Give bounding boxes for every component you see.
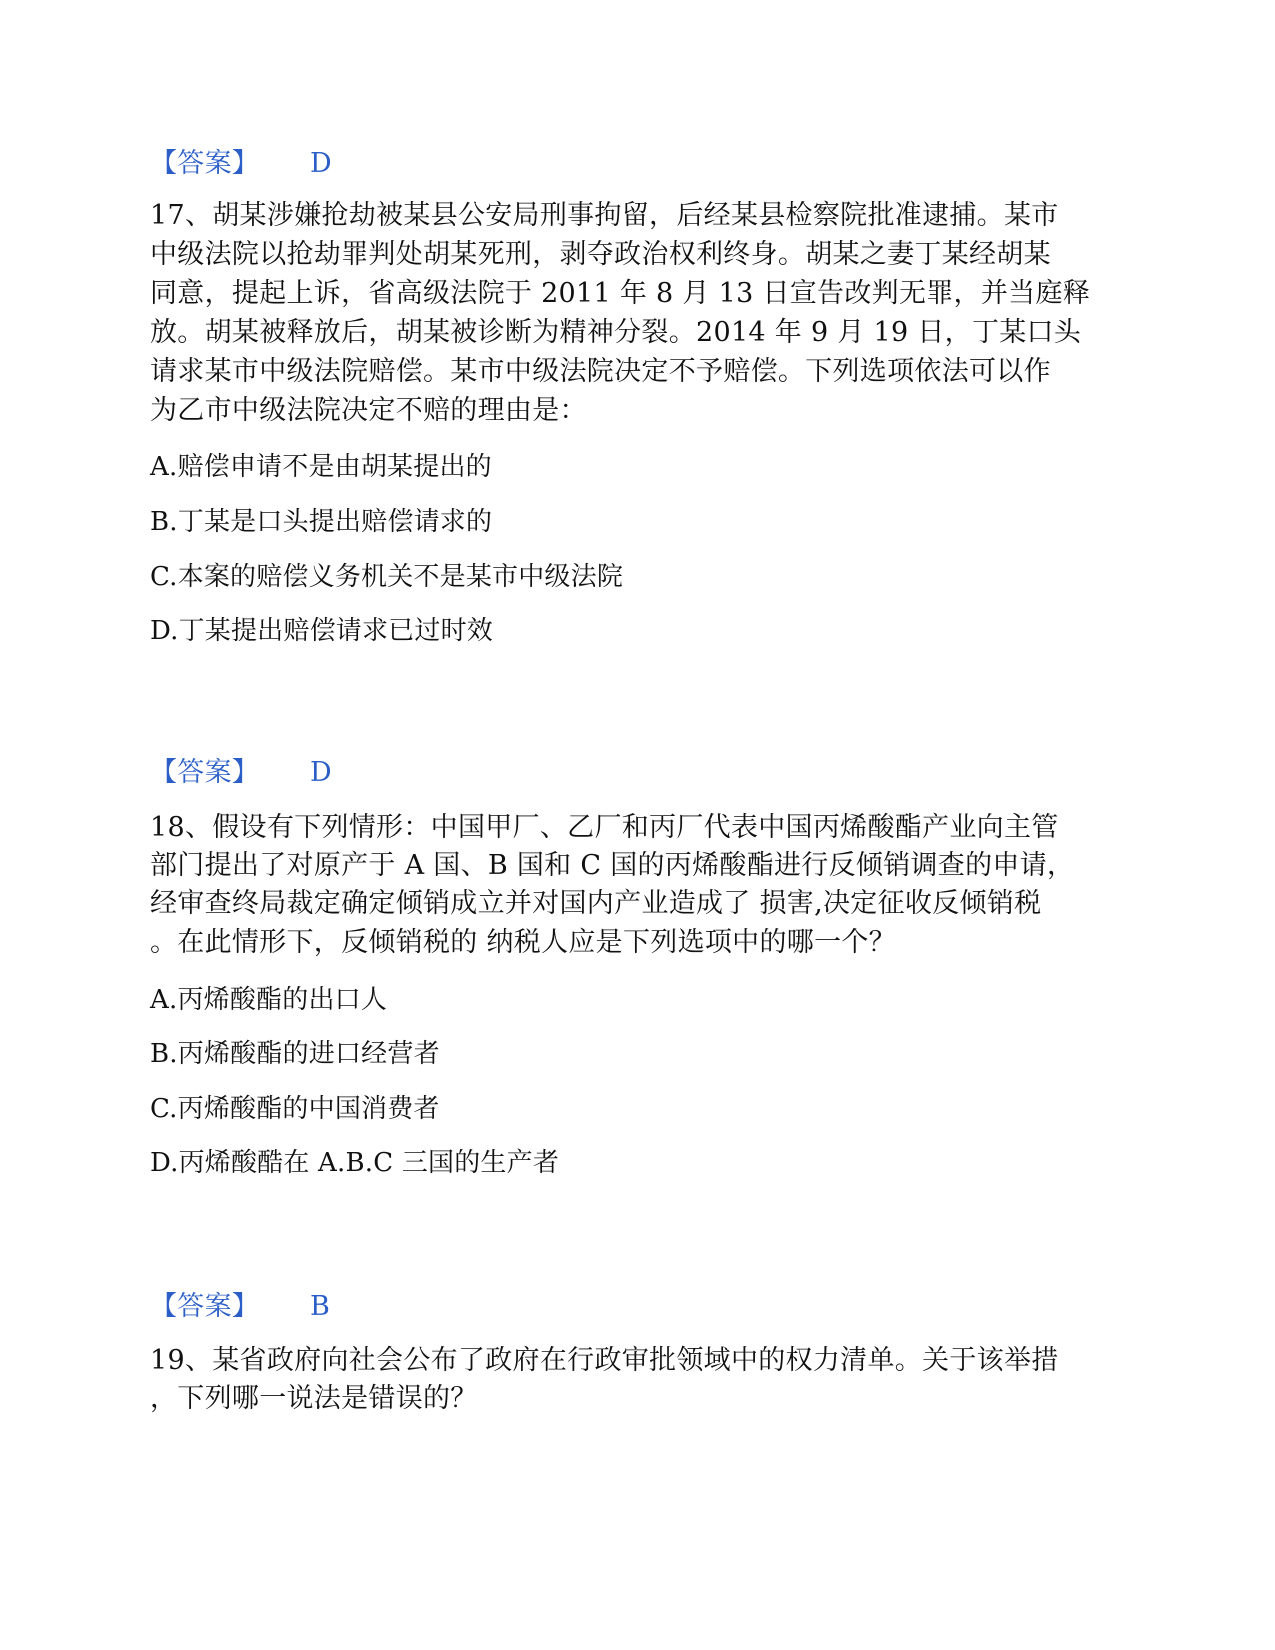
question-19-line: 19、某省政府向社会公布了政府在行政审批领域中的权力清单。关于该举措 <box>150 1345 1059 1376</box>
question-17-line: 17、胡某涉嫌抢劫被某县公安局刑事拘留，后经某县检察院批准逮捕。某市 <box>150 200 1059 231</box>
answer-value: B <box>310 1291 331 1322</box>
option-c: C.本案的赔偿义务机关不是某市中级法院 <box>150 562 624 592</box>
answer-label: 【答案】 <box>150 148 260 179</box>
question-19-line: ，下列哪一说法是错误的？ <box>150 1383 478 1414</box>
answer-row <box>150 1289 331 1325</box>
option-a: A.丙烯酸酯的出口人 <box>150 985 388 1015</box>
option-d: D.丙烯酸酷在 A.B.C 三国的生产者 <box>150 1148 560 1178</box>
question-17-line: 同意，提起上诉，省高级法院于 2011 年 8 月 13 日宣告改判无罪，并当庭释 <box>150 278 1091 309</box>
answer-value: D <box>310 148 332 179</box>
question-18-line: 。在此情形下，反倾销税的 纳税人应是下列选项中的哪一个？ <box>150 927 896 958</box>
option-d: D.丁某提出赔偿请求已过时效 <box>150 616 493 646</box>
option-c: C.丙烯酸酯的中国消费者 <box>150 1094 440 1124</box>
question-18-line: 部门提出了对原产于 A 国、B 国和 C 国的丙烯酸酯进行反倾销调查的申请， <box>150 850 1075 881</box>
question-18-line: 经审查终局裁定确定倾销成立并对国内产业造成了 损害,决定征收反倾销税 <box>150 888 1042 919</box>
option-b: B.丁某是口头提出赔偿请求的 <box>150 507 493 537</box>
answer-value: D <box>310 757 332 788</box>
question-17-line: 中级法院以抢劫罪判处胡某死刑，剥夺政治权利终身。胡某之妻丁某经胡某 <box>150 239 1051 270</box>
answer-label: 【答案】 <box>150 757 260 788</box>
question-17-line: 放。胡某被释放后，胡某被诊断为精神分裂。2014 年 9 月 19 日，丁某口头 <box>150 317 1082 348</box>
answer-row <box>150 146 332 182</box>
option-a: A.赔偿申请不是由胡某提出的 <box>150 452 492 482</box>
option-b: B.丙烯酸酯的进口经营者 <box>150 1039 440 1069</box>
question-17-line: 请求某市中级法院赔偿。某市中级法院决定不予赔偿。下列选项依法可以作 <box>150 356 1051 387</box>
answer-row <box>150 755 332 791</box>
question-18-line: 18、假设有下列情形：中国甲厂、乙厂和丙厂代表中国丙烯酸酯产业向主管 <box>150 812 1059 843</box>
answer-label: 【答案】 <box>150 1291 260 1322</box>
question-17-line: 为乙市中级法院决定不赔的理由是： <box>150 395 587 426</box>
